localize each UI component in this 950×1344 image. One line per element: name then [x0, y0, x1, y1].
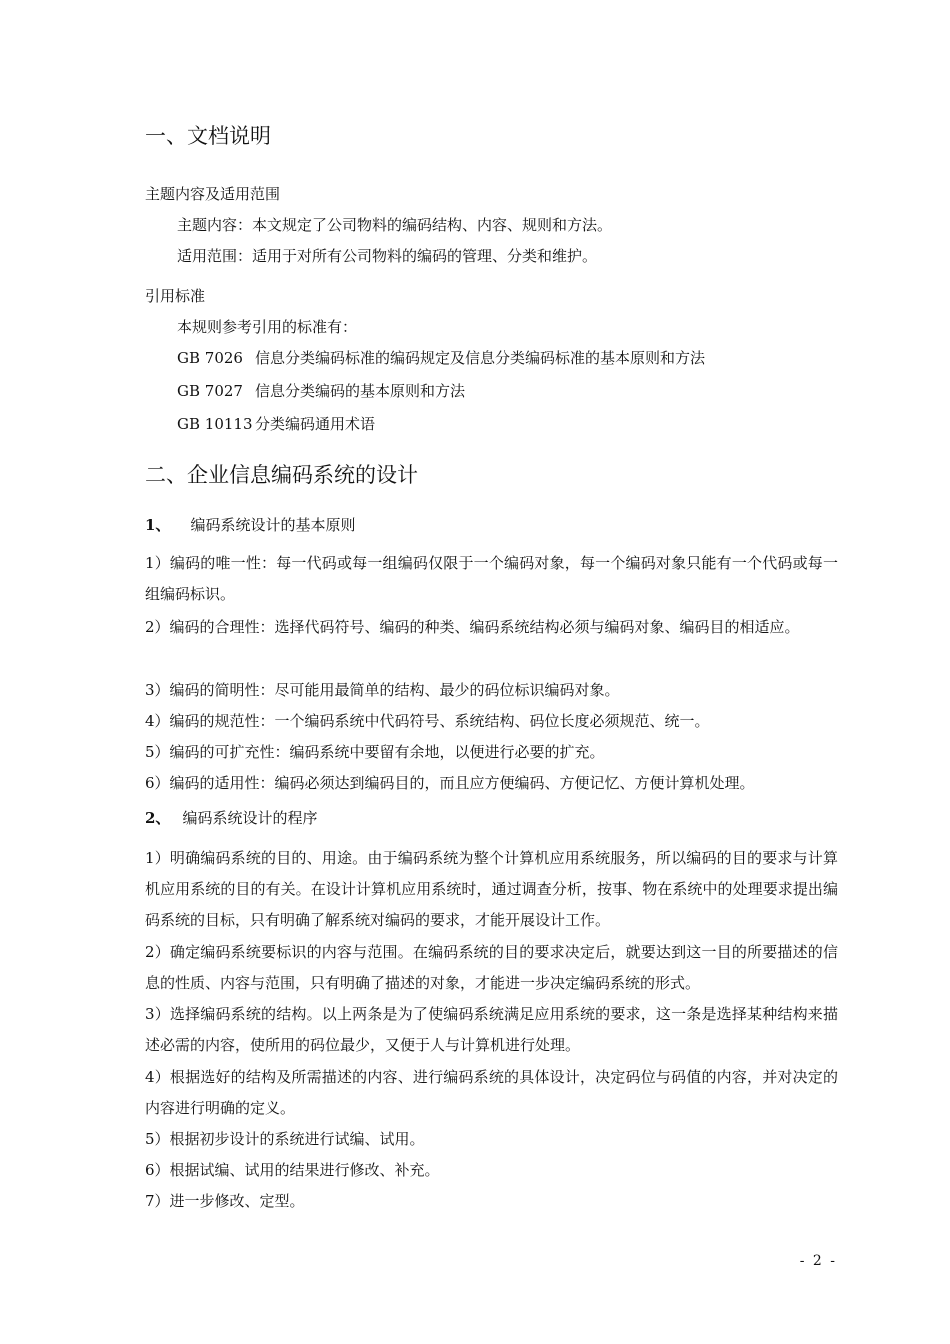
- subsection-title: 编码系统设计的基本原则: [190, 516, 356, 534]
- subsection-number: 2、: [145, 809, 171, 827]
- ref-heading: 引用标准: [145, 287, 206, 305]
- scope-line: 适用范围：适用于对所有公司物料的编码的管理、分类和维护。: [177, 247, 598, 265]
- procedure-item: 1）明确编码系统的目的、用途。由于编码系统为整个计算机应用系统服务，所以编码的目的要求与计算机应用系统的目的有关。在设计计算机应用系统时，通过调查分析，按事、物在系统中的处理要求提出编码系统的目标，只有明确了解系统对编码的要求，才能开展设计工作。: [145, 849, 838, 929]
- procedure-item: 7）进一步修改、定型。: [145, 1192, 305, 1210]
- principle-item: 2）编码的合理性：选择代码符号、编码的种类、编码系统结构必须与编码对象、编码目的相适应。: [145, 618, 800, 636]
- ref-title: 分类编码通用术语: [255, 415, 376, 433]
- subsection1-heading: [145, 513, 355, 537]
- ref-item: [177, 346, 705, 370]
- ref-item: [177, 379, 465, 403]
- scope-heading: 主题内容及适用范围: [145, 185, 281, 203]
- principle-item: 1）编码的唯一性：每一代码或每一组编码仅限于一个编码对象，每一个编码对象只能有一个代码或每一组编码标识。: [145, 554, 838, 603]
- ref-code: GB 10113: [177, 415, 253, 433]
- page-number: - 2 -: [799, 1253, 837, 1269]
- ref-code: GB 7027: [177, 382, 243, 400]
- subsection2-heading: [145, 806, 317, 830]
- content-line: 主题内容：本文规定了公司物料的编码结构、内容、规则和方法。: [177, 216, 613, 234]
- subsection-number: 1、: [145, 516, 171, 534]
- principle-item: 5）编码的可扩充性：编码系统中要留有余地，以便进行必要的扩充。: [145, 743, 605, 761]
- principle-item: 3）编码的简明性：尽可能用最简单的结构、最少的码位标识编码对象。: [145, 681, 620, 699]
- procedure-item: 3）选择编码系统的结构。以上两条是为了使编码系统满足应用系统的要求，这一条是选择某种结构来描述必需的内容，使所用的码位最少，又便于人与计算机进行处理。: [145, 1005, 838, 1054]
- procedure-item: 4）根据选好的结构及所需描述的内容、进行编码系统的具体设计，决定码位与码值的内容，并对决定的内容进行明确的定义。: [145, 1068, 838, 1117]
- ref-item: [177, 412, 375, 436]
- procedure-item: 2）确定编码系统要标识的内容与范围。在编码系统的目的要求决定后，就要达到这一目的所要描述的信息的性质、内容与范围，只有明确了描述的对象，才能进一步决定编码系统的形式。: [145, 943, 838, 992]
- principle-item: 6）编码的适用性：编码必须达到编码目的，而且应方便编码、方便记忆、方便计算机处理。: [145, 774, 755, 792]
- ref-code: GB 7026: [177, 349, 243, 367]
- section1-title: 一、文档说明: [145, 124, 271, 148]
- section2-title: 二、企业信息编码系统的设计: [145, 463, 418, 487]
- subsection-title: 编码系统设计的程序: [182, 809, 318, 827]
- procedure-item: 6）根据试编、试用的结果进行修改、补充。: [145, 1161, 440, 1179]
- ref-intro: 本规则参考引用的标准有：: [177, 318, 358, 336]
- ref-title: 信息分类编码标准的编码规定及信息分类编码标准的基本原则和方法: [255, 349, 706, 367]
- procedure-item: 5）根据初步设计的系统进行试编、试用。: [145, 1130, 425, 1148]
- principle-item: 4）编码的规范性：一个编码系统中代码符号、系统结构、码位长度必须规范、统一。: [145, 712, 710, 730]
- ref-title: 信息分类编码的基本原则和方法: [255, 382, 466, 400]
